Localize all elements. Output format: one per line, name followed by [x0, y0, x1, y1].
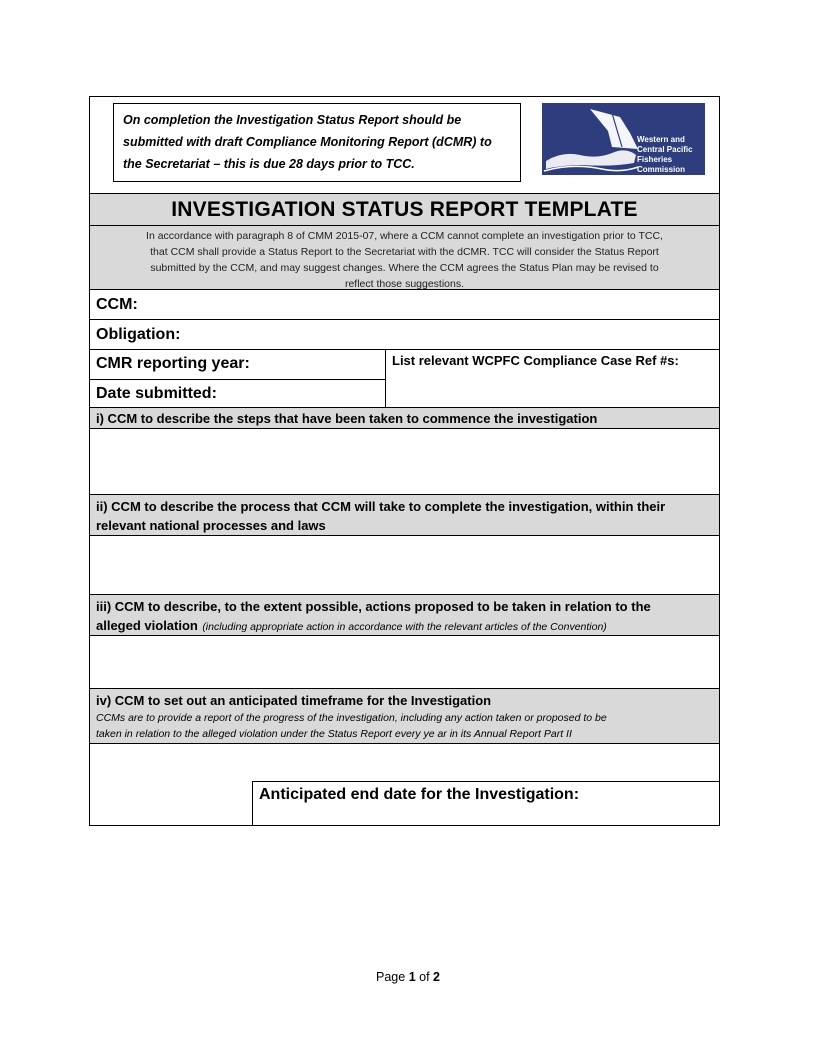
page-middle: of	[415, 970, 434, 984]
page-prefix: Page	[376, 970, 409, 984]
date-submitted-label: Date submitted:	[96, 385, 217, 402]
logo-line: Central Pacific	[637, 145, 693, 154]
cmr-year-field[interactable]	[90, 350, 385, 379]
timeframe-answer[interactable]	[90, 743, 719, 825]
page-number	[0, 970, 816, 984]
section-3-note: (including appropriate action in accordance with the relevant articles of the Convention)	[202, 621, 607, 633]
section-3-title-line: alleged violation	[96, 618, 198, 633]
logo-line: Commission	[637, 165, 686, 174]
logo-text	[637, 135, 693, 175]
section-2-title-line: ii) CCM to describe the process that CCM will take to complete the investigation, within their	[96, 499, 666, 514]
header-section	[90, 97, 719, 193]
section-3-answer[interactable]	[90, 635, 719, 688]
wcpfc-logo	[542, 103, 705, 175]
cmr-year-label: CMR reporting year:	[96, 355, 250, 372]
obligation-label: Obligation:	[96, 326, 181, 343]
page-total: 2	[433, 970, 440, 984]
page-current: 1	[408, 970, 416, 984]
section-2-answer[interactable]	[90, 535, 719, 594]
notice-line: submitted with draft Compliance Monitoring Report (dCMR) to	[123, 135, 492, 149]
report-form	[89, 96, 720, 826]
section-1-title: i) CCM to describe the steps that have been taken to commence the investigation	[96, 411, 598, 426]
reporting-details	[90, 349, 719, 407]
page-title: INVESTIGATION STATUS REPORT TEMPLATE	[171, 198, 638, 221]
intro-line: In accordance with paragraph 8 of CMM 2015-07, where a CCM cannot complete an investigation prior to TCC,	[146, 230, 663, 242]
section-1-header	[90, 407, 719, 428]
section-2-header	[90, 494, 719, 535]
obligation-field[interactable]	[90, 319, 719, 349]
end-date-field[interactable]	[252, 781, 719, 825]
title-section	[90, 193, 719, 225]
submission-notice	[113, 103, 521, 182]
logo-line: Western and	[637, 135, 685, 144]
logo-line: Fisheries	[637, 155, 673, 164]
section-1-answer[interactable]	[90, 428, 719, 494]
reporting-left-column	[90, 350, 386, 407]
notice-line: the Secretariat – this is due 28 days prior to TCC.	[123, 157, 415, 171]
intro-section	[90, 225, 719, 289]
section-3-title-line: iii) CCM to describe, to the extent possible, actions proposed to be taken in relation to the	[96, 599, 651, 614]
case-ref-field[interactable]	[386, 350, 719, 407]
section-4-title: iv) CCM to set out an anticipated timeframe for the Investigation	[96, 693, 492, 708]
case-ref-label: List relevant WCPFC Compliance Case Ref #s:	[392, 353, 679, 368]
date-submitted-field[interactable]	[90, 379, 385, 408]
end-date-label: Anticipated end date for the Investigation:	[259, 786, 580, 803]
section-4-header	[90, 688, 719, 743]
ccm-field[interactable]	[90, 289, 719, 319]
section-4-note-line: taken in relation to the alleged violation under the Status Report every ye ar in its Annual Report Part II	[96, 728, 572, 740]
section-2-title-line: relevant national processes and laws	[96, 518, 326, 533]
notice-line: On completion the Investigation Status Report should be	[123, 113, 462, 127]
intro-line: reflect those suggestions.	[344, 278, 465, 290]
section-4-note-line: CCMs are to provide a report of the progress of the investigation, including any action taken or proposed to be	[96, 712, 607, 724]
intro-line: submitted by the CCM, and may suggest changes. Where the CCM agrees the Status Plan may be revised to	[150, 262, 659, 274]
section-3-header	[90, 594, 719, 635]
ccm-label: CCM:	[96, 296, 138, 313]
intro-line: that CCM shall provide a Status Report to the Secretariat with the dCMR. TCC will consider the Status Report	[150, 246, 659, 258]
